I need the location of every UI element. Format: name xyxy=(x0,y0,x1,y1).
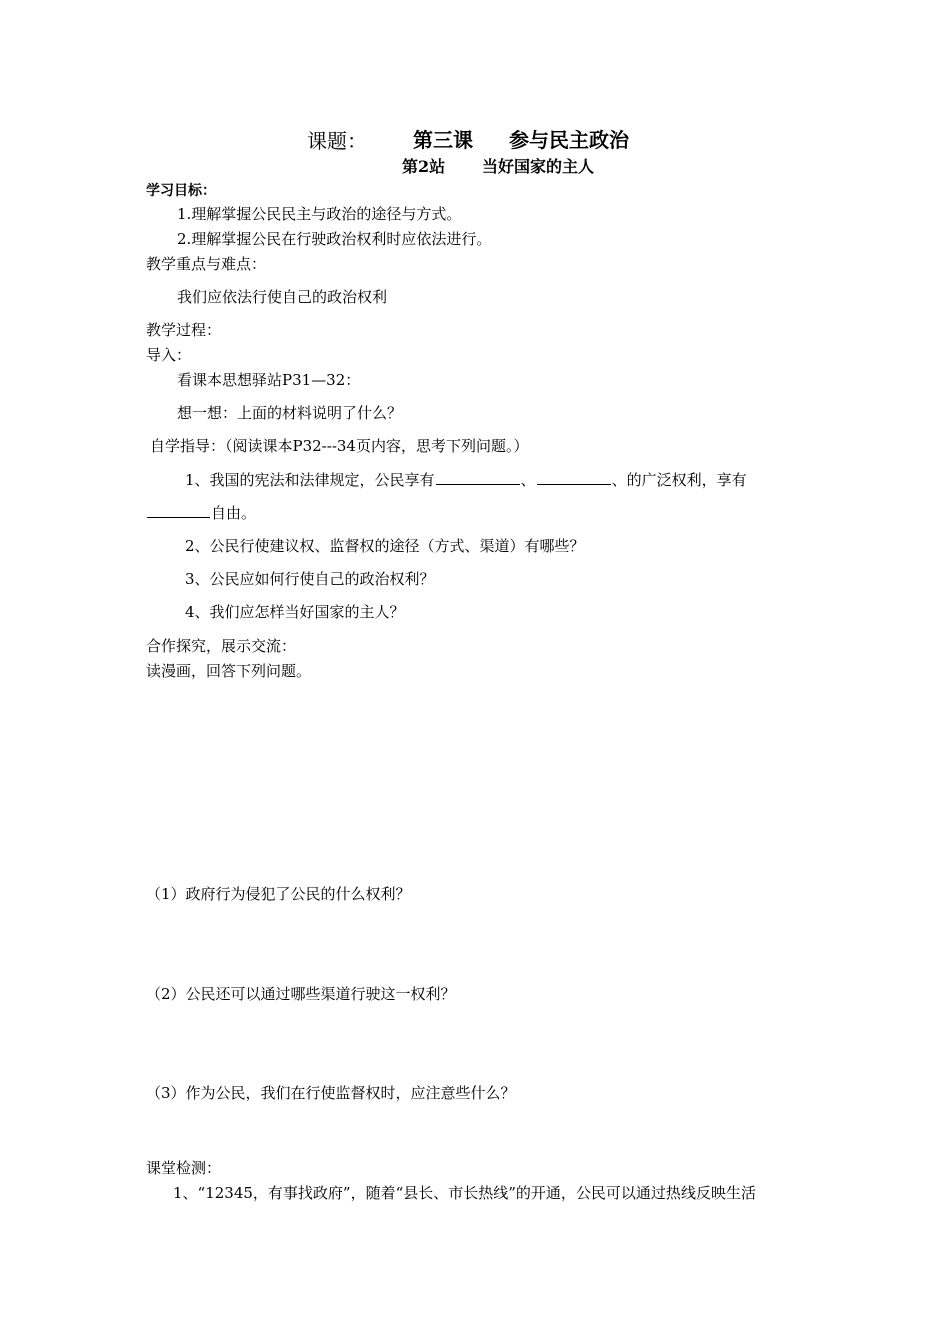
cooperation-question-3: （3）作为公民，我们在行使监督权时，应注意些什么？ xyxy=(146,1084,516,1102)
class-test-question-1: 1、“12345，有事找政府”，随着“县长、市长热线”的开通，公民可以通过热线反映生活 xyxy=(173,1184,756,1202)
self-study-question-4: 4、我们应怎样当好国家的主人？ xyxy=(185,603,405,621)
answer-blank-3[interactable] xyxy=(147,502,210,518)
self-study-question-1-continued xyxy=(146,502,256,523)
self-study-question-3: 3、公民应如何行使自己的政治权利？ xyxy=(185,570,435,588)
subtitle-topic: 当好国家的主人 xyxy=(482,157,595,176)
intro-heading: 导入： xyxy=(146,346,192,364)
question-1-text-b: 、的广泛权利，享有 xyxy=(611,471,747,489)
self-study-question-2: 2、公民行使建议权、监督权的途径（方式、渠道）有哪些？ xyxy=(185,537,585,555)
intro-read-text: 看课本思想驿站P31—32： xyxy=(177,371,361,389)
question-1-separator: 、 xyxy=(520,471,536,489)
cooperation-question-1: （1）政府行为侵犯了公民的什么权利？ xyxy=(146,885,411,903)
process-heading: 教学过程： xyxy=(146,321,222,339)
key-points-heading: 教学重点与难点： xyxy=(146,255,267,273)
objective-item-1: 1.理解掌握公民民主与政治的途径与方式。 xyxy=(177,205,462,223)
objectives-heading: 学习目标： xyxy=(146,183,216,199)
subtitle-station: 第2站 xyxy=(402,157,446,176)
question-1-end: 自由。 xyxy=(211,504,257,522)
answer-blank-2[interactable] xyxy=(537,469,611,485)
lesson-topic: 参与民主政治 xyxy=(509,128,629,152)
self-study-question-1 xyxy=(185,469,747,490)
title-label: 课题： xyxy=(307,129,367,153)
question-1-text-a: 1、我国的宪法和法律规定，公民享有 xyxy=(185,471,435,489)
self-study-guide: 自学指导：（阅读课本P32---34页内容，思考下列问题。） xyxy=(150,437,529,455)
cooperation-heading: 合作探究，展示交流： xyxy=(146,637,297,655)
intro-think-text: 想一想：上面的材料说明了什么？ xyxy=(177,404,403,422)
key-points-text: 我们应依法行使自己的政治权利 xyxy=(177,288,388,306)
cooperation-instruction: 读漫画，回答下列问题。 xyxy=(146,662,312,680)
answer-blank-1[interactable] xyxy=(436,469,520,485)
cooperation-question-2: （2）公民还可以通过哪些渠道行驶这一权利？ xyxy=(146,985,456,1003)
objective-item-2: 2.理解掌握公民在行驶政治权利时应依法进行。 xyxy=(177,230,492,248)
lesson-number: 第三课 xyxy=(413,128,473,152)
class-test-heading: 课堂检测： xyxy=(146,1159,222,1177)
